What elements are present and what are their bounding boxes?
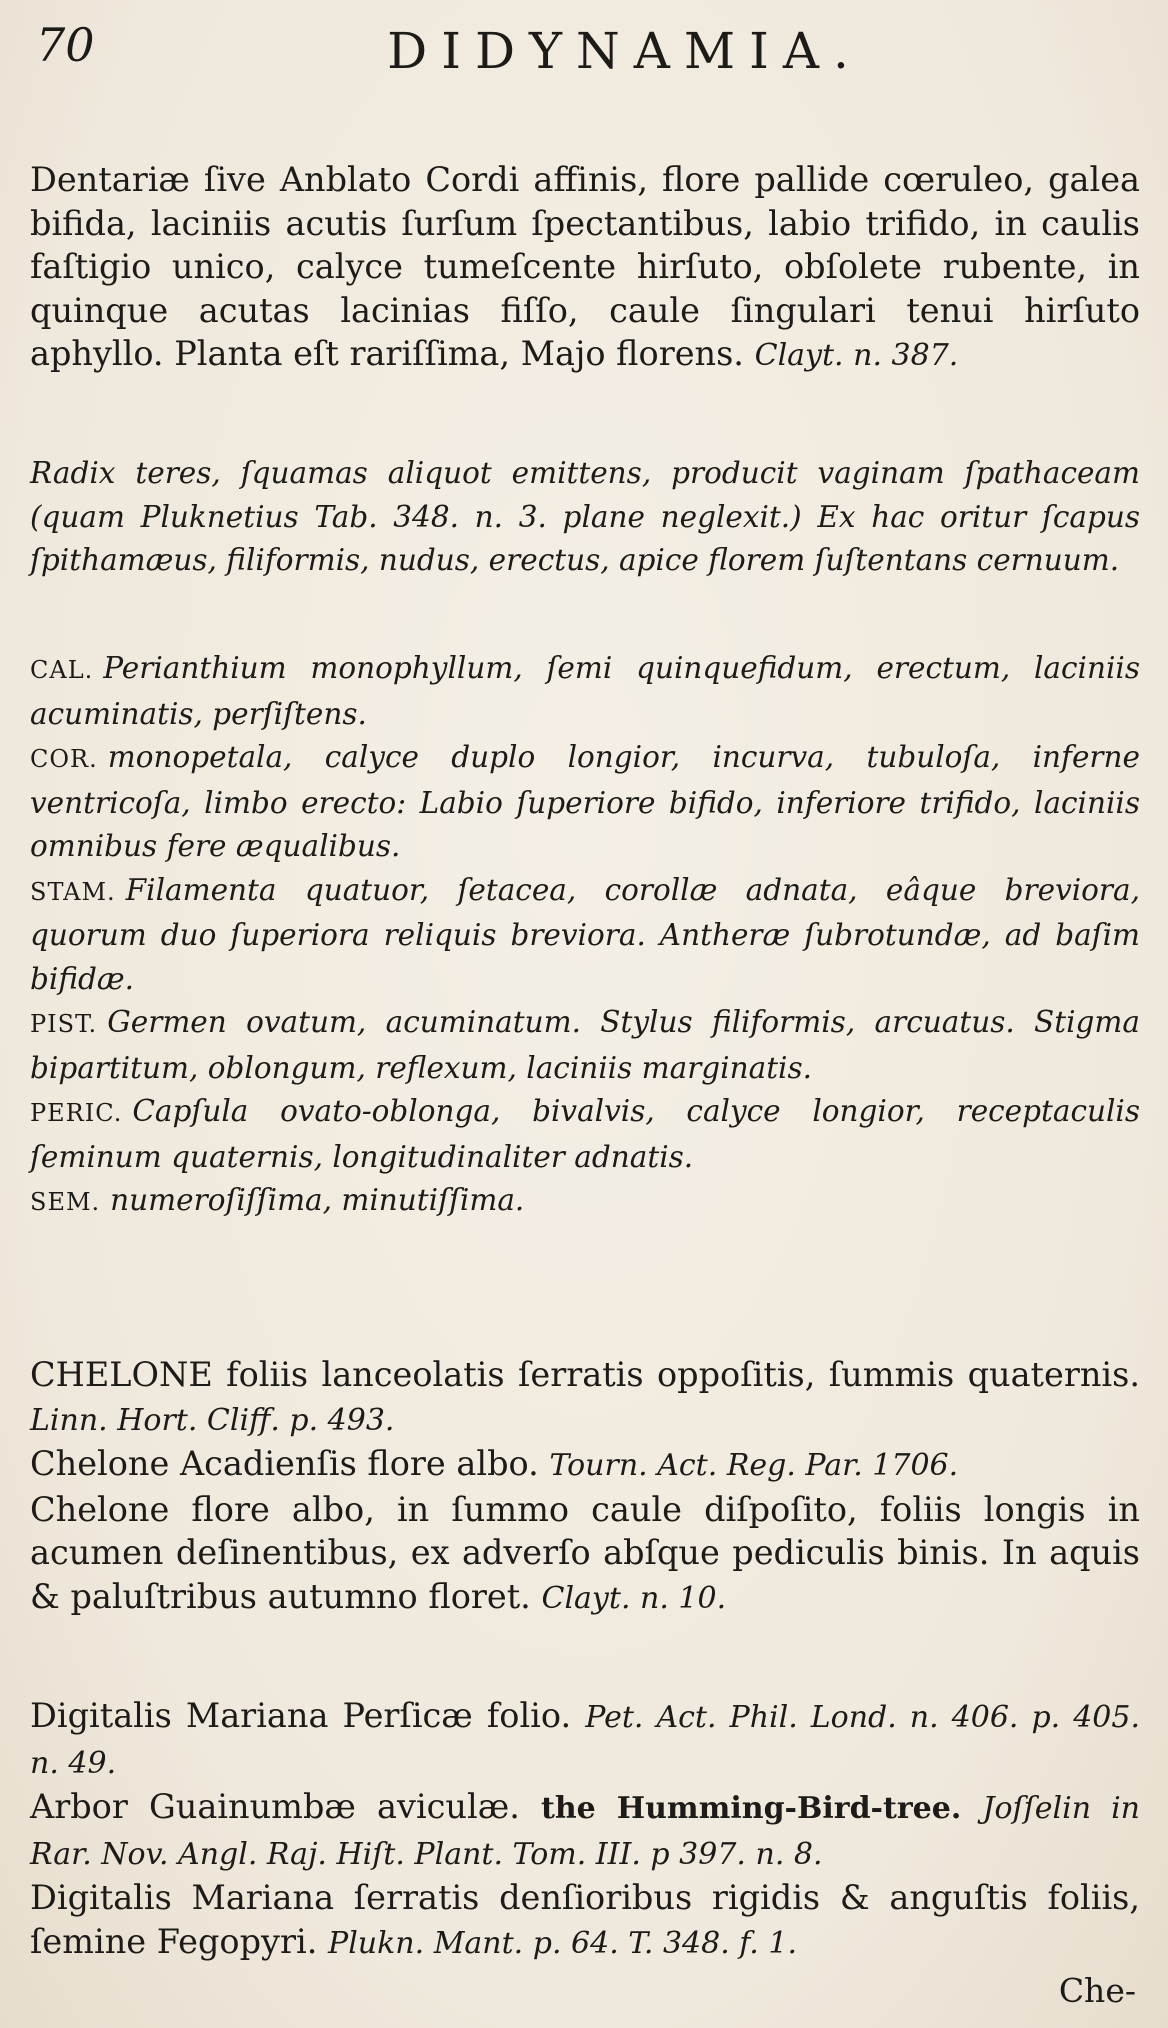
label-peric: PERIC. bbox=[30, 1099, 123, 1127]
digitalis-line-2: Arbor Guainumbæ aviculæ. the Humming-Bird-tree. Joſſelin in Rar. Nov. Angl. Raj. Hiſt. Plant. Tom. III. p 397. n. 8. bbox=[30, 1787, 1140, 1872]
label-sem: SEM. bbox=[30, 1188, 101, 1216]
chelone-line-2: Chelone Acadienſis flore albo. Tourn. Act. Reg. Par. 1706. bbox=[30, 1444, 959, 1483]
clayton-citation-chelone: Clayt. n. 10. bbox=[541, 1580, 727, 1616]
description-text: Dentariæ ſive Anblato Cordi affinis, flore pallide cœruleo, galea bifida, laciniis acutis ſurſum ſpectantibus, labio trifido, in caulis faſtigio unico, calyce tumeſcente hirſuto, obſolete rubente, in quinque acutas lacinias fiſſo, caule ſingulari tenui hirſuto aphyllo. Planta eſt rariſſima, Majo florens. bbox=[30, 160, 1140, 373]
entry-description bbox=[30, 158, 1140, 378]
character-peric: PERIC. Capſula ovato-oblonga, bivalvis, calyce longior, receptaculis ſeminum quaternis, longitudinaliter adnatis. bbox=[30, 1094, 1140, 1174]
josselin-citation: Joſſelin in Rar. Nov. Angl. Raj. Hiſt. Plant. Tom. III. p 397. n. 8. bbox=[30, 1791, 1140, 1872]
running-head: DIDYNAMIA. bbox=[387, 22, 863, 80]
character-cal: CAL. Perianthium monophyllum, ſemi quinquefidum, erectum, laciniis acuminatis, perſiſtens. bbox=[30, 651, 1140, 731]
entry-dentariae bbox=[30, 158, 1140, 378]
catchword: Che- bbox=[1058, 1971, 1136, 2010]
entry-digitalis bbox=[30, 1694, 1140, 1965]
english-name-blackletter: the Humming-Bird-tree. bbox=[541, 1791, 962, 1826]
character-sem: SEM. numeroſiſſima, minutiſſima. bbox=[30, 1183, 525, 1217]
petiver-citation: Pet. Act. Phil. Lond. n. 406. p. 405. n. 49. bbox=[30, 1700, 1140, 1781]
linnaeus-citation: Linn. Hort. Cliff. p. 493. bbox=[30, 1402, 395, 1438]
digitalis-line-1: Digitalis Mariana Perſicæ folio. Pet. Act. Phil. Lond. n. 406. p. 405. n. 49. bbox=[30, 1696, 1140, 1781]
character-stam: STAM. Filamenta quatuor, ſetacea, corollæ adnata, eâque breviora, quorum duo ſuperiora reliquis breviora. Antheræ ſubrotundæ, ad baſim bifidæ. bbox=[30, 872, 1140, 996]
radix-paragraph bbox=[30, 452, 1140, 583]
page-header bbox=[30, 0, 1140, 92]
label-pist: PIST. bbox=[30, 1010, 98, 1038]
digitalis-line-3: Digitalis Mariana ſerratis denſioribus rigidis & anguſtis foliis, ſemine Fegopyri. Plukn. Mant. p. 64. T. 348. f. 1. bbox=[30, 1878, 1140, 1961]
label-cor: COR. bbox=[30, 745, 98, 773]
radix-text: Radix teres, ſquamas aliquot emittens, producit vaginam ſpathaceam (quam Pluknetius Tab. 348. n. 3. plane neglexit.) Ex hac oritur ſcapus ſpithamæus, filiformis, nudus, erectus, apice florem ſuſtentans cernuum. bbox=[30, 456, 1140, 577]
generic-characters bbox=[30, 647, 1140, 1225]
entry-chelone bbox=[30, 1353, 1140, 1620]
clayton-citation: Clayt. n. 387. bbox=[754, 338, 959, 373]
label-cal: CAL. bbox=[30, 656, 94, 684]
chelone-line-1: CHELONE foliis lanceolatis ſerratis oppoſitis, ſummis quaternis. Linn. Hort. Cliff. p. 493. bbox=[30, 1355, 1140, 1438]
plukenet-citation: Plukn. Mant. p. 64. T. 348. f. 1. bbox=[328, 1925, 797, 1961]
page-number: 70 bbox=[36, 18, 95, 72]
character-cor: COR. monopetala, calyce duplo longior, incurva, tubuloſa, inferne ventricoſa, limbo erecto: Labio ſuperiore bifido, inferiore trifido, laciniis omnibus fere æqualibus. bbox=[30, 740, 1140, 863]
character-pist: PIST. Germen ovatum, acuminatum. Stylus filiformis, arcuatus. Stigma bipartitum, oblongum, reflexum, laciniis marginatis. bbox=[30, 1005, 1140, 1085]
tournefort-citation: Tourn. Act. Reg. Par. 1706. bbox=[549, 1448, 959, 1483]
chelone-line-3: Chelone flore albo, in ſummo caule diſpoſito, foliis longis in acumen deſinentibus, ex adverſo abſque pediculis binis. In aquis & paluſtribus autumno floret. Clayt. n. 10. bbox=[30, 1489, 1140, 1616]
label-stam: STAM. bbox=[30, 877, 116, 906]
